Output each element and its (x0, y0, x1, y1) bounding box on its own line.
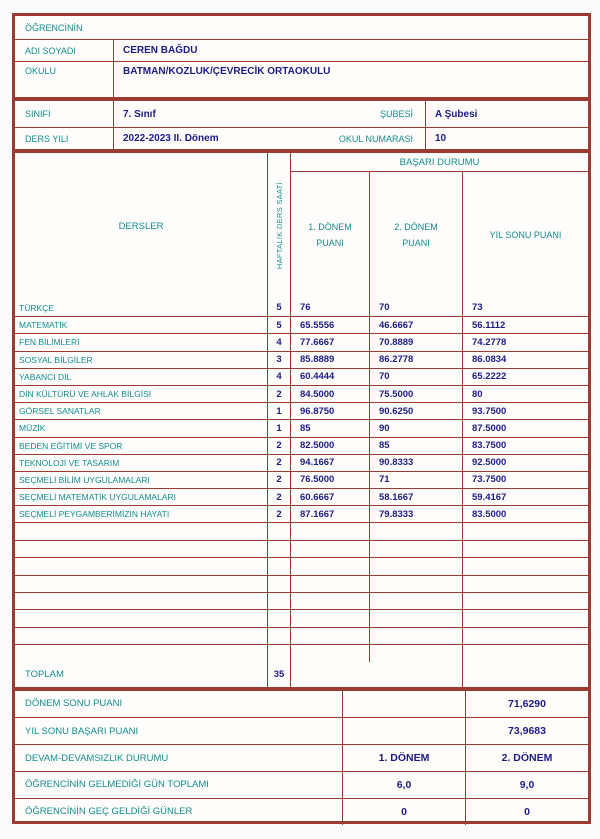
empty-course-row (15, 609, 588, 626)
weekly-hours (268, 576, 291, 592)
courses-header: DERSLER (15, 153, 268, 299)
term1-score: 87.1667 (291, 506, 370, 522)
total-row (15, 662, 588, 687)
course-name: SEÇMELİ BİLİM UYGULAMALARI (15, 472, 268, 488)
term2-score (370, 628, 463, 644)
school-label: OKULU (15, 62, 114, 97)
term2-score: 58.1667 (370, 489, 463, 505)
branch-value: A Şubesi (435, 108, 478, 120)
grades-body (15, 299, 588, 662)
course-row (15, 299, 588, 316)
course-row (15, 488, 588, 505)
term1-score: 82.5000 (291, 438, 370, 454)
course-name (15, 645, 268, 661)
term1-score: 85.8889 (291, 352, 370, 368)
weekly-hours: 5 (268, 317, 291, 333)
total-year-cell (463, 662, 588, 687)
year-score: 73.7500 (472, 474, 507, 486)
term2-score (370, 541, 463, 557)
term2-score: 85 (370, 438, 463, 454)
empty-course-row (15, 644, 588, 661)
term2-score: 46.6667 (370, 317, 463, 333)
weekly-hours-header: HAFTALIK DERS SAATİ (268, 153, 291, 299)
success-status-header: BAŞARI DURUMU (291, 153, 588, 172)
school-number-label: OKUL NUMARASI (338, 133, 413, 144)
empty-course-row (15, 540, 588, 557)
year-score: 93.7500 (472, 405, 507, 417)
total-terms-cell (291, 662, 463, 687)
term2-score: 70.8889 (370, 334, 463, 350)
course-name (15, 576, 268, 592)
empty-course-row (15, 557, 588, 574)
year-score: 83.7500 (472, 440, 507, 452)
summary-label: DÖNEM SONU PUANI (15, 691, 343, 718)
term1-score: 96.8750 (291, 403, 370, 419)
weekly-hours: 2 (268, 455, 291, 471)
empty-course-row (15, 592, 588, 609)
grades-header (15, 153, 588, 299)
year-score: 65.2222 (472, 371, 507, 383)
weekly-hours (268, 628, 291, 644)
year-score: 86.0834 (472, 354, 507, 366)
course-name: SOSYAL BİLGİLER (15, 352, 268, 368)
term2-score: 70 (370, 369, 463, 385)
course-row (15, 351, 588, 368)
year-score: 83.5000 (472, 508, 507, 520)
year-score: 74.2778 (472, 336, 507, 348)
weekly-hours: 2 (268, 489, 291, 505)
year-value: 2022-2023 II. Dönem (123, 133, 219, 144)
term1-score: 94.1667 (291, 455, 370, 471)
term2-score: 70 (370, 299, 463, 316)
course-name: DİN KÜLTÜRÜ VE AHLAK BİLGİSİ (15, 386, 268, 402)
course-row (15, 402, 588, 419)
course-name: GÖRSEL SANATLAR (15, 403, 268, 419)
course-row (15, 333, 588, 350)
term2-score (370, 523, 463, 539)
summary-label: ÖĞRENCİNİN GEÇ GELDİĞİ GÜNLER (15, 799, 343, 825)
term1-score: 76 (291, 299, 370, 316)
course-name: YABANCI DİL (15, 369, 268, 385)
term2-score (370, 558, 463, 574)
course-name: TÜRKÇE (15, 299, 268, 316)
term1-score: 76.5000 (291, 472, 370, 488)
term1-score: 65.5556 (291, 317, 370, 333)
term2-score: 86.2778 (370, 352, 463, 368)
course-name (15, 523, 268, 539)
weekly-hours (268, 523, 291, 539)
summary-right-value: 2. DÖNEM (501, 752, 553, 765)
year-label: DERS YILI (15, 128, 114, 149)
total-hours: 35 (268, 662, 291, 687)
course-name: SEÇMELİ PEYGAMBERİMİZİN HAYATI (15, 506, 268, 522)
summary-row (15, 771, 588, 798)
grades-table (15, 151, 588, 689)
term1-score (291, 558, 370, 574)
course-name (15, 558, 268, 574)
term2-score: 90.6250 (370, 403, 463, 419)
course-name: MÜZİK (15, 420, 268, 436)
year-score (463, 610, 588, 626)
summary-mid-value (343, 691, 466, 718)
term2-score (370, 610, 463, 626)
course-name (15, 610, 268, 626)
summary-mid-value: 1. DÖNEM (343, 745, 466, 771)
term2-score (370, 645, 463, 661)
term1-header: 1. DÖNEM PUANI (291, 172, 370, 299)
weekly-hours: 2 (268, 438, 291, 454)
year-score: 80 (472, 388, 483, 400)
course-name (15, 628, 268, 644)
course-row (15, 368, 588, 385)
course-name: SEÇMELİ MATEMATİK UYGULAMALARI (15, 489, 268, 505)
weekly-hours (268, 610, 291, 626)
summary-label: ÖĞRENCİNİN GELMEDİĞİ GÜN TOPLAMI (15, 772, 343, 798)
term1-score: 60.6667 (291, 489, 370, 505)
term1-score: 77.6667 (291, 334, 370, 350)
weekly-hours: 2 (268, 386, 291, 402)
summary-mid-value (343, 718, 466, 744)
weekly-hours (268, 645, 291, 661)
year-score: 59.4167 (472, 491, 507, 503)
weekly-hours (268, 593, 291, 609)
summary-right-value: 0 (524, 805, 530, 818)
course-row (15, 419, 588, 436)
class-info-section (15, 99, 588, 151)
summary-row (15, 798, 588, 825)
year-score (463, 628, 588, 644)
report-card-sheet (12, 13, 591, 824)
summary-row (15, 691, 588, 718)
summary-section (15, 689, 588, 825)
weekly-hours: 1 (268, 403, 291, 419)
weekly-hours (268, 541, 291, 557)
empty-course-row (15, 627, 588, 644)
weekly-hours: 1 (268, 420, 291, 436)
course-name: MATEMATİK (15, 317, 268, 333)
summary-right-value: 71,6290 (508, 697, 546, 710)
course-name (15, 541, 268, 557)
term1-score (291, 541, 370, 557)
name-label: ADI SOYADI (15, 40, 114, 61)
term1-score: 85 (291, 420, 370, 436)
term1-score (291, 576, 370, 592)
term2-score: 79.8333 (370, 506, 463, 522)
course-name: BEDEN EĞİTİMİ VE SPOR (15, 438, 268, 454)
term2-score: 90.8333 (370, 455, 463, 471)
year-score (463, 576, 588, 592)
course-name: TEKNOLOJİ VE TASARIM (15, 455, 268, 471)
course-row (15, 437, 588, 454)
term2-score: 75.5000 (370, 386, 463, 402)
empty-course-row (15, 522, 588, 539)
year-score (463, 523, 588, 539)
term1-score (291, 593, 370, 609)
course-row (15, 505, 588, 522)
summary-right-value: 73,9683 (508, 725, 546, 738)
empty-course-row (15, 575, 588, 592)
term2-score: 71 (370, 472, 463, 488)
year-score (463, 593, 588, 609)
term1-score (291, 523, 370, 539)
class-value: 7. Sınıf (123, 108, 156, 120)
weekly-hours: 4 (268, 334, 291, 350)
weekly-hours: 5 (268, 299, 291, 316)
course-row (15, 471, 588, 488)
course-row (15, 316, 588, 333)
term1-score (291, 628, 370, 644)
weekly-hours: 4 (268, 369, 291, 385)
summary-row (15, 744, 588, 771)
term1-score (291, 645, 370, 661)
course-name: FEN BİLİMLERİ (15, 334, 268, 350)
term2-score (370, 576, 463, 592)
summary-row (15, 717, 588, 744)
course-name (15, 593, 268, 609)
name-value: CEREN BAĞDU (123, 45, 198, 56)
weekly-hours: 2 (268, 506, 291, 522)
year-score (463, 541, 588, 557)
branch-label: ŞUBESİ (379, 109, 413, 119)
course-row (15, 385, 588, 402)
year-score: 73 (472, 302, 483, 314)
term1-score: 84.5000 (291, 386, 370, 402)
term2-score: 90 (370, 420, 463, 436)
weekly-hours: 3 (268, 352, 291, 368)
student-section-title: ÖĞRENCİNİN (25, 22, 83, 33)
year-score: 92.5000 (472, 457, 507, 469)
weekly-hours: 2 (268, 472, 291, 488)
course-row (15, 454, 588, 471)
school-number-value: 10 (435, 133, 447, 144)
summary-right-value: 9,0 (519, 778, 535, 791)
year-score-header: YIL SONU PUANI (489, 229, 562, 240)
year-score: 56.1112 (472, 319, 506, 331)
summary-mid-value: 0 (343, 799, 466, 825)
school-value: BATMAN/KOZLUK/ÇEVRECİK ORTAOKULU (123, 66, 331, 77)
weekly-hours (268, 558, 291, 574)
term2-header: 2. DÖNEM PUANI (370, 172, 463, 299)
year-score (463, 645, 588, 661)
term1-score: 60.4444 (291, 369, 370, 385)
class-label: SINIFI (15, 101, 114, 127)
student-info-section (15, 16, 588, 99)
total-label: TOPLAM (15, 662, 268, 687)
term2-score (370, 593, 463, 609)
summary-label: DEVAM-DEVAMSIZLIK DURUMU (15, 745, 343, 771)
year-score (463, 558, 588, 574)
summary-label: YIL SONU BAŞARI PUANI (15, 718, 343, 744)
term1-score (291, 610, 370, 626)
summary-mid-value: 6,0 (343, 772, 466, 798)
year-score: 87.5000 (472, 422, 507, 434)
